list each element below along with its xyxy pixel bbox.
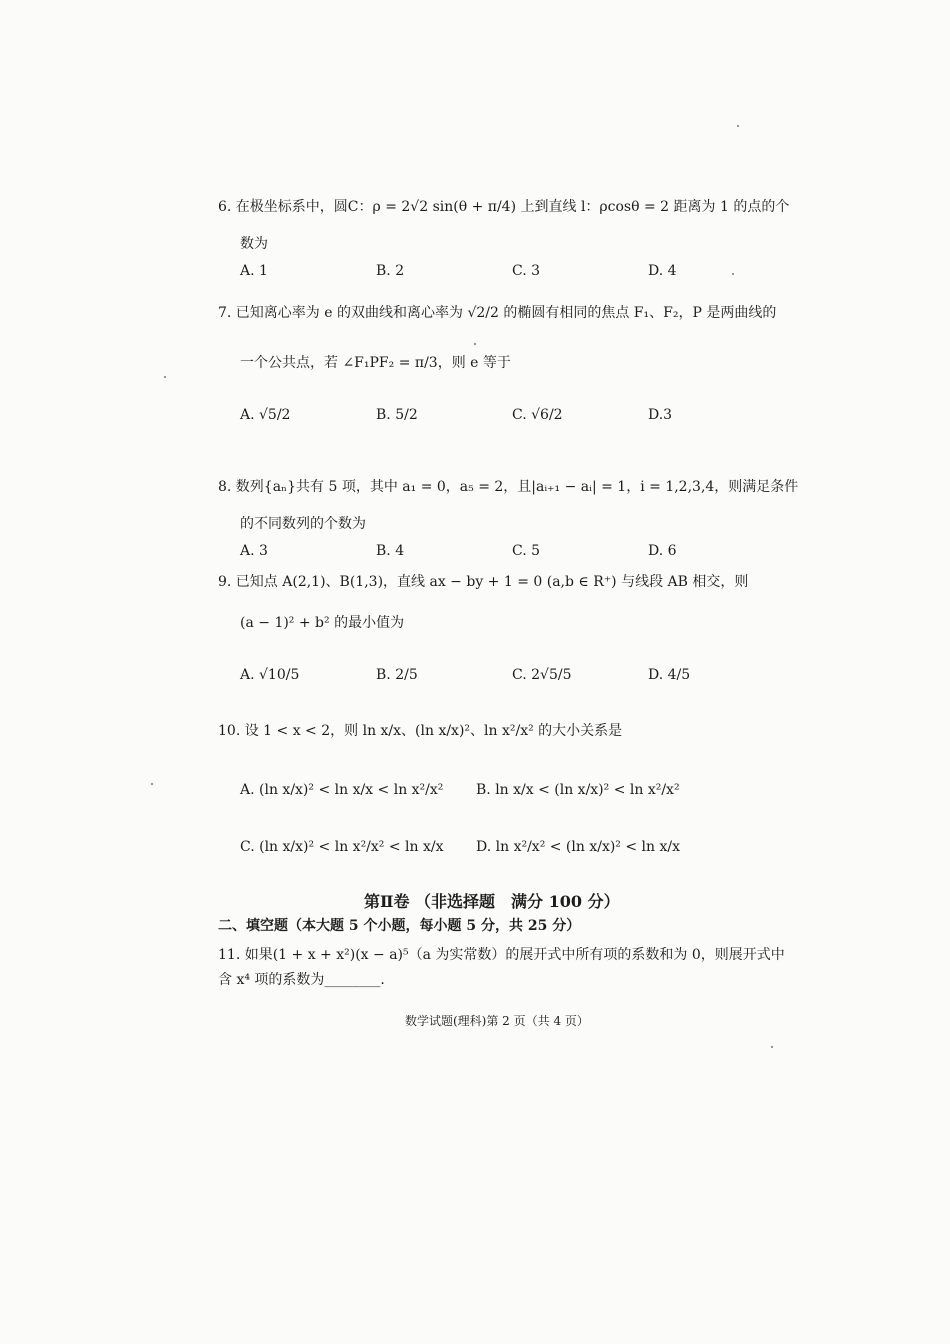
q9-option-a: A. √10/5 [240, 667, 300, 683]
q10-line1: 10. 设 1 < x < 2，则 ln x/x、(ln x/x)²、ln x²/x² 的大小关系是 [218, 723, 623, 739]
q11-line1: 11. 如果(1 + x + x²)(x − a)⁵（a 为实常数）的展开式中所有项的系数和为 0，则展开式中 [218, 947, 785, 963]
q8-line2: 的不同数列的个数为 [240, 516, 366, 532]
q7-option-c: C. √6/2 [512, 407, 563, 423]
q8-option-d: D. 6 [648, 543, 677, 559]
q7-option-a: A. √5/2 [240, 407, 291, 423]
q6-option-a: A. 1 [240, 263, 268, 279]
q7-option-b: B. 5/2 [376, 407, 418, 423]
q9-line2: (a − 1)² + b² 的最小值为 [240, 615, 405, 631]
q6-line1 [218, 198, 789, 216]
scan-speck [164, 376, 166, 378]
q11-line2: 含 x⁴ 项的系数为________. [218, 972, 385, 988]
q6-line2: 数为 [240, 236, 268, 252]
q10-option-d: D. ln x²/x² < (ln x/x)² < ln x/x [476, 839, 681, 855]
q7-line1: 7. 已知离心率为 e 的双曲线和离心率为 √2/2 的椭圆有相同的焦点 F₁、F₂，P 是两曲线的 [218, 305, 777, 321]
q6-option-d: D. 4 [648, 263, 677, 279]
scan-speck [737, 125, 739, 127]
q7-option-d: D.3 [648, 407, 673, 423]
q9-line1: 9. 已知点 A(2,1)、B(1,3)，直线 ax − by + 1 = 0 (a,b ∈ R⁺) 与线段 AB 相交，则 [218, 574, 749, 590]
q9-option-c: C. 2√5/5 [512, 667, 572, 683]
q8-option-c: C. 5 [512, 543, 541, 559]
scan-speck [474, 343, 476, 345]
section2-part: 二、填空题（本大题 5 个小题，每小题 5 分，共 25 分） [218, 918, 581, 934]
q6-line1-text: 6. 在极坐标系中，圆C：ρ = 2√2 sin(θ + π/4) 上到直线 l：ρcosθ = 2 距离为 1 的点的个 [218, 199, 790, 215]
q8-option-a: A. 3 [240, 543, 268, 559]
q10-option-c: C. (ln x/x)² < ln x²/x² < ln x/x [240, 839, 444, 855]
q10-option-a: A. (ln x/x)² < ln x/x < ln x²/x² [240, 782, 444, 798]
scan-speck [732, 273, 734, 275]
q6-option-c: C. 3 [512, 263, 541, 279]
scan-speck [151, 783, 153, 785]
q6-option-b: B. 2 [376, 263, 405, 279]
q8-option-b: B. 4 [376, 543, 405, 559]
section2-title: 第Ⅱ卷 （非选择题 满分 100 分） [364, 892, 620, 911]
q9-option-b: B. 2/5 [376, 667, 418, 683]
q9-option-d: D. 4/5 [648, 667, 691, 683]
q10-option-b: B. ln x/x < (ln x/x)² < ln x²/x² [476, 782, 680, 798]
scan-speck [771, 1046, 773, 1048]
q7-line2: 一个公共点，若 ∠F₁PF₂ = π/3，则 e 等于 [240, 355, 511, 371]
q8-line1: 8. 数列{aₙ}共有 5 项，其中 a₁ = 0，a₅ = 2，且|aᵢ₊₁ − aᵢ| = 1，i = 1,2,3,4，则满足条件 [218, 479, 799, 495]
page-footer: 数学试题(理科)第 2 页（共 4 页） [405, 1014, 589, 1028]
